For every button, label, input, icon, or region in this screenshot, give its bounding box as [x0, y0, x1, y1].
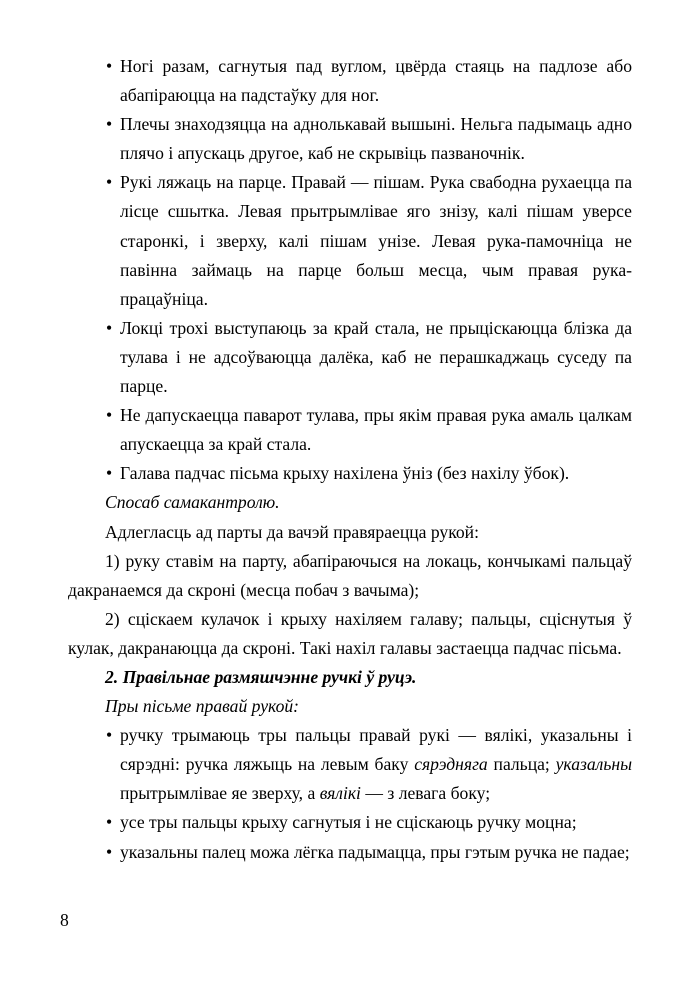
list-item	[68, 721, 632, 808]
bullet-icon: •	[106, 841, 113, 862]
list-item-text: Локці трохі выступаюць за край стала, не прыціскаюцца блізка да тулава і не адсоўваюцца далёка, каб не перашкаджаць суседу па парце.	[120, 317, 632, 397]
section-two-subheading: Пры пісьме правай рукой:	[105, 696, 300, 717]
list-item-text: Не дапускаецца паварот тулава, пры якім правая рука амаль цалкам апускаецца за край стала.	[120, 405, 632, 455]
emphasis-text: вялікі	[319, 783, 361, 804]
list-item	[68, 459, 632, 488]
bullet-icon: •	[106, 114, 113, 135]
pen-grip-bullet-list	[68, 721, 632, 866]
self-control-step-1: 1) руку ставім на парту, абапіраючыся на локаць, кончыкамі пальцаў дакранаемся да скроні (месца побач з вачыма);	[68, 550, 632, 600]
plain-text: указальны палец можа лёгка падымацца, пры гэтым ручка не падае;	[120, 841, 630, 862]
posture-bullet-list	[68, 52, 632, 488]
section-two-heading: 2. Правільнае размяшчэнне ручкі ў руцэ.	[105, 666, 417, 687]
list-item	[68, 808, 632, 837]
list-item-text: Ногі разам, сагнутыя пад вуглом, цвёрда стаяць на падлозе або абапіраюцца на падстаўку для ног.	[120, 56, 632, 106]
bullet-icon: •	[106, 812, 113, 833]
list-item-text: Рукі ляжаць на парце. Правай — пішам. Рука свабодна рухаецца па лісце сшытка. Левая прытрымлівае яго знізу, калі пішам уверсе старонкі, і зверху, калі пішам унізе. Левая рука-памочніца не павінна займаць на парце больш месца, чым правая рука-працаўніца.	[120, 172, 632, 309]
self-control-intro: Адлегласць ад парты да вачэй правяраецца рукой:	[105, 521, 479, 542]
page-number: 8	[60, 910, 69, 930]
list-item	[68, 401, 632, 459]
bullet-icon: •	[106, 317, 113, 338]
self-control-heading: Спосаб самакантролю.	[105, 492, 280, 513]
list-item	[68, 838, 632, 867]
list-item	[68, 110, 632, 168]
plain-text: — з левага боку;	[360, 783, 491, 804]
list-item-text: Плечы знаходзяцца на аднолькавай вышыні. Нельга падымаць адно плячо і апускаць другое, каб не скрывіць пазваночнік.	[120, 114, 632, 164]
plain-text: прытрымлівае яе зверху, а	[120, 783, 320, 804]
list-item-text	[120, 721, 632, 808]
list-item	[68, 52, 632, 110]
bullet-icon: •	[106, 725, 113, 746]
emphasis-text: указальны	[555, 754, 632, 775]
bullet-icon: •	[106, 56, 113, 76]
bullet-icon: •	[106, 463, 113, 484]
self-control-step-2: 2) сціскаем кулачок і крыху нахіляем галаву; пальцы, сціснутыя ў кулак, дакранаюцца да скроні. Такі нахіл галавы застаецца падчас пісьма.	[68, 608, 632, 658]
bullet-icon: •	[106, 172, 113, 193]
plain-text: пальца;	[487, 754, 556, 775]
list-item	[68, 168, 632, 313]
list-item	[68, 314, 632, 401]
list-item-text: Галава падчас пісьма крыху нахілена ўніз (без нахілу ўбок).	[120, 463, 570, 484]
list-item-text	[120, 838, 632, 867]
list-item-text	[120, 808, 632, 837]
plain-text: усе тры пальцы крыху сагнутыя і не сціскаюць ручку моцна;	[120, 812, 577, 833]
emphasis-text: сярэдняга	[414, 754, 488, 775]
page-content	[68, 52, 632, 867]
bullet-icon: •	[106, 405, 113, 426]
plain-text: ручку трымаюць тры пальцы правай рукі — вялікі, указальны і сярэдні: ручка ляжыць на левым баку	[120, 725, 632, 775]
